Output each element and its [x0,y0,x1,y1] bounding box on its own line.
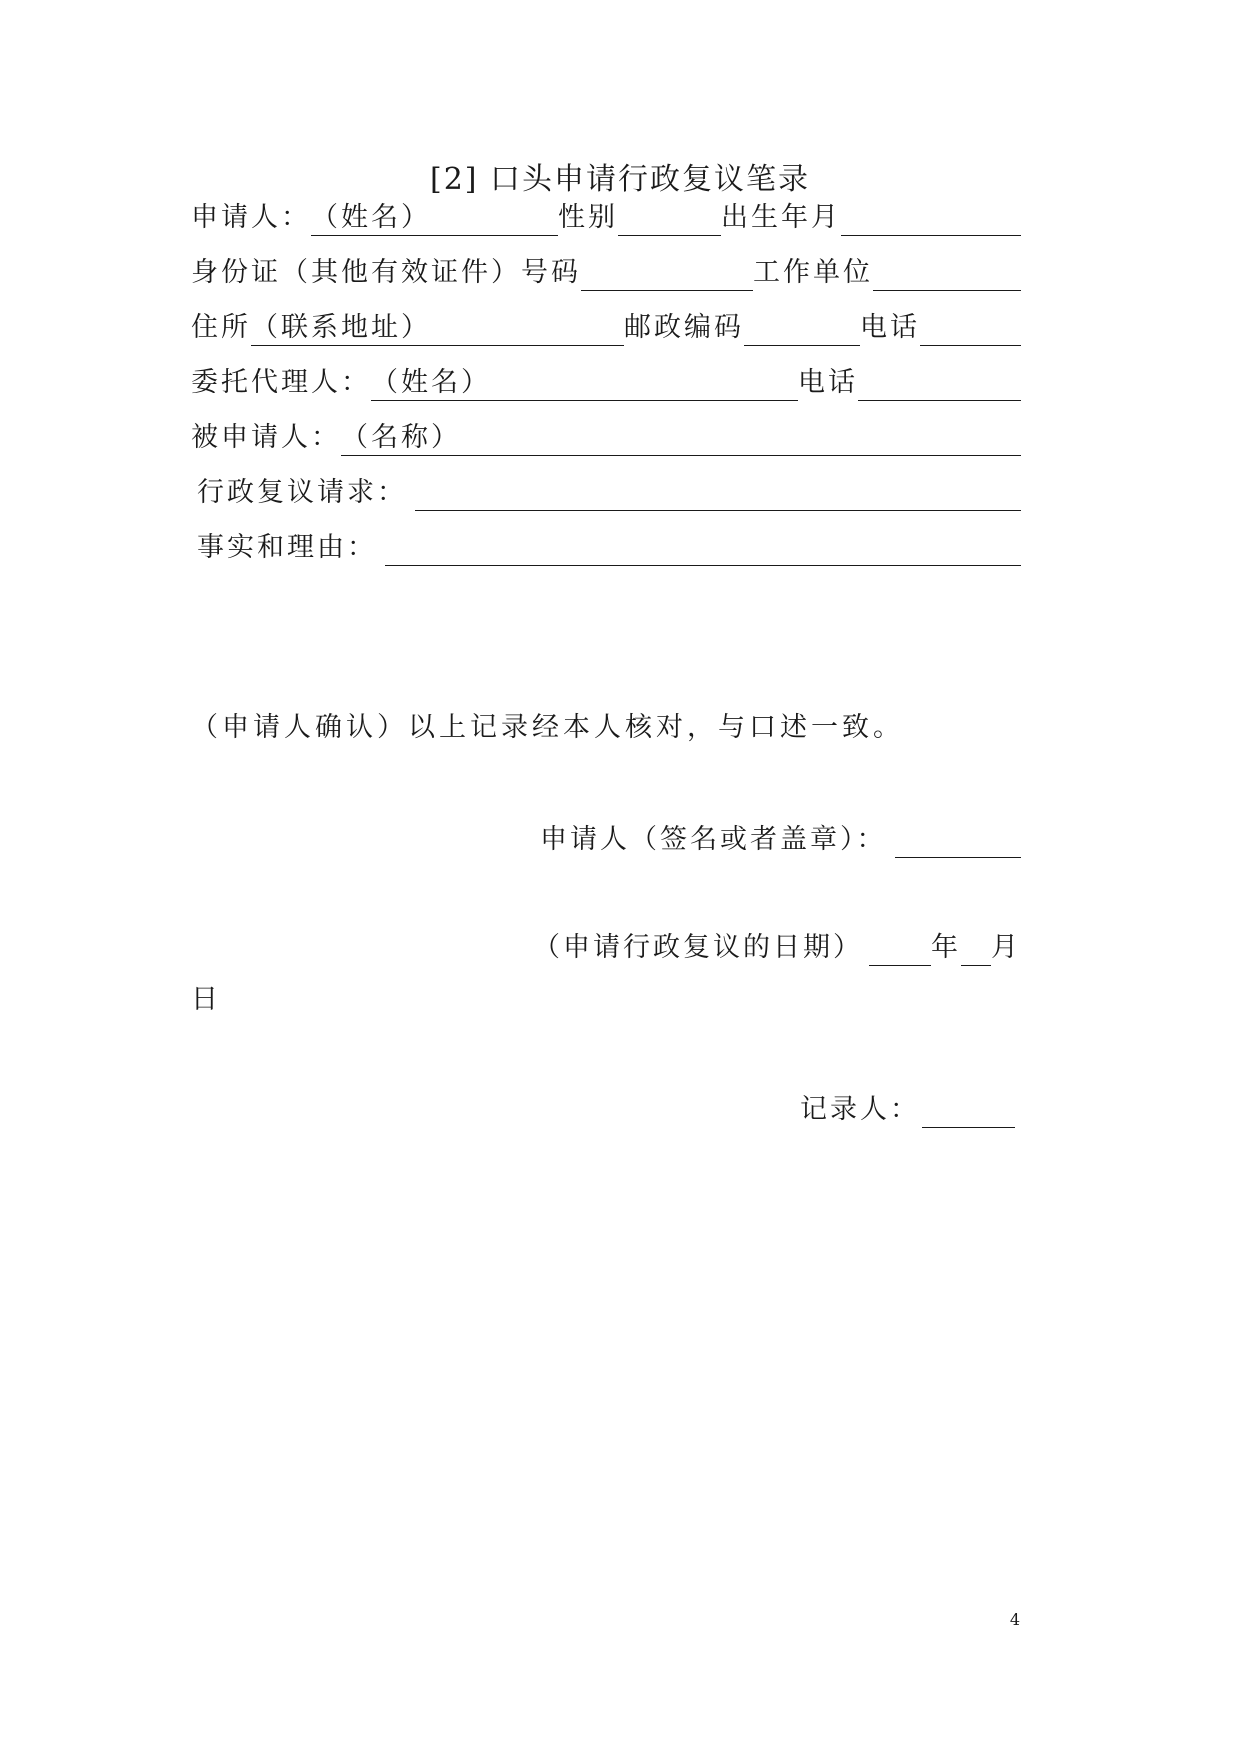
address-phone-field[interactable] [920,310,1021,346]
signature-field[interactable] [895,822,1022,858]
address-phone-label: 电话 [860,312,920,343]
birth-label: 出生年月 [721,202,841,233]
agent-name-hint: （姓名） [371,367,491,398]
facts-label: 事实和理由： [197,532,377,563]
year-label: 年 [931,932,961,963]
id-label: 身份证（其他有效证件）号码 [191,257,581,288]
address-hint: （联系地址） [251,312,431,343]
respondent-row [191,416,1021,456]
year-field[interactable] [869,930,931,966]
agent-row [191,361,1021,401]
date-label: （申请行政复议的日期） [533,932,863,963]
confirmation-text: （申请人确认）以上记录经本人核对，与口述一致。 [191,712,904,743]
address-row [191,306,1021,346]
signature-row [540,818,1021,858]
page-title: [2] 口头申请行政复议笔录 [429,162,811,197]
agent-phone-label: 电话 [798,367,858,398]
recorder-field[interactable] [922,1092,1015,1128]
recorder-label: 记录人： [800,1094,920,1125]
address-label: 住所 [191,312,251,343]
month-label: 月 [991,932,1021,963]
respondent-hint: （名称） [341,422,461,453]
work-unit-label: 工作单位 [753,257,873,288]
month-field[interactable] [961,930,991,966]
facts-row [197,526,1021,566]
postcode-field[interactable] [744,310,860,346]
work-unit-field[interactable] [873,255,1021,291]
id-row [191,251,1021,291]
respondent-field[interactable] [341,420,1021,456]
request-field[interactable] [415,475,1021,511]
applicant-name-hint: （姓名） [311,202,431,233]
request-label: 行政复议请求： [197,477,407,508]
postcode-label: 邮政编码 [624,312,744,343]
id-number-field[interactable] [581,255,753,291]
page-number: 4 [1009,1610,1021,1629]
birth-field[interactable] [841,200,1021,236]
respondent-label: 被申请人： [191,422,341,453]
agent-phone-field[interactable] [858,365,1021,401]
applicant-name-field[interactable] [311,200,558,236]
signature-label: 申请人（签名或者盖章）： [540,824,887,855]
gender-field[interactable] [618,200,721,236]
applicant-row [191,196,1021,236]
address-field[interactable] [251,310,624,346]
applicant-label: 申请人： [191,202,311,233]
agent-label: 委托代理人： [191,367,371,398]
gender-label: 性别 [558,202,618,233]
facts-field[interactable] [385,530,1021,566]
date-row [533,926,1021,966]
request-row [197,471,1021,511]
day-label: 日 [191,984,222,1015]
recorder-row [800,1088,1015,1128]
agent-name-field[interactable] [371,365,798,401]
